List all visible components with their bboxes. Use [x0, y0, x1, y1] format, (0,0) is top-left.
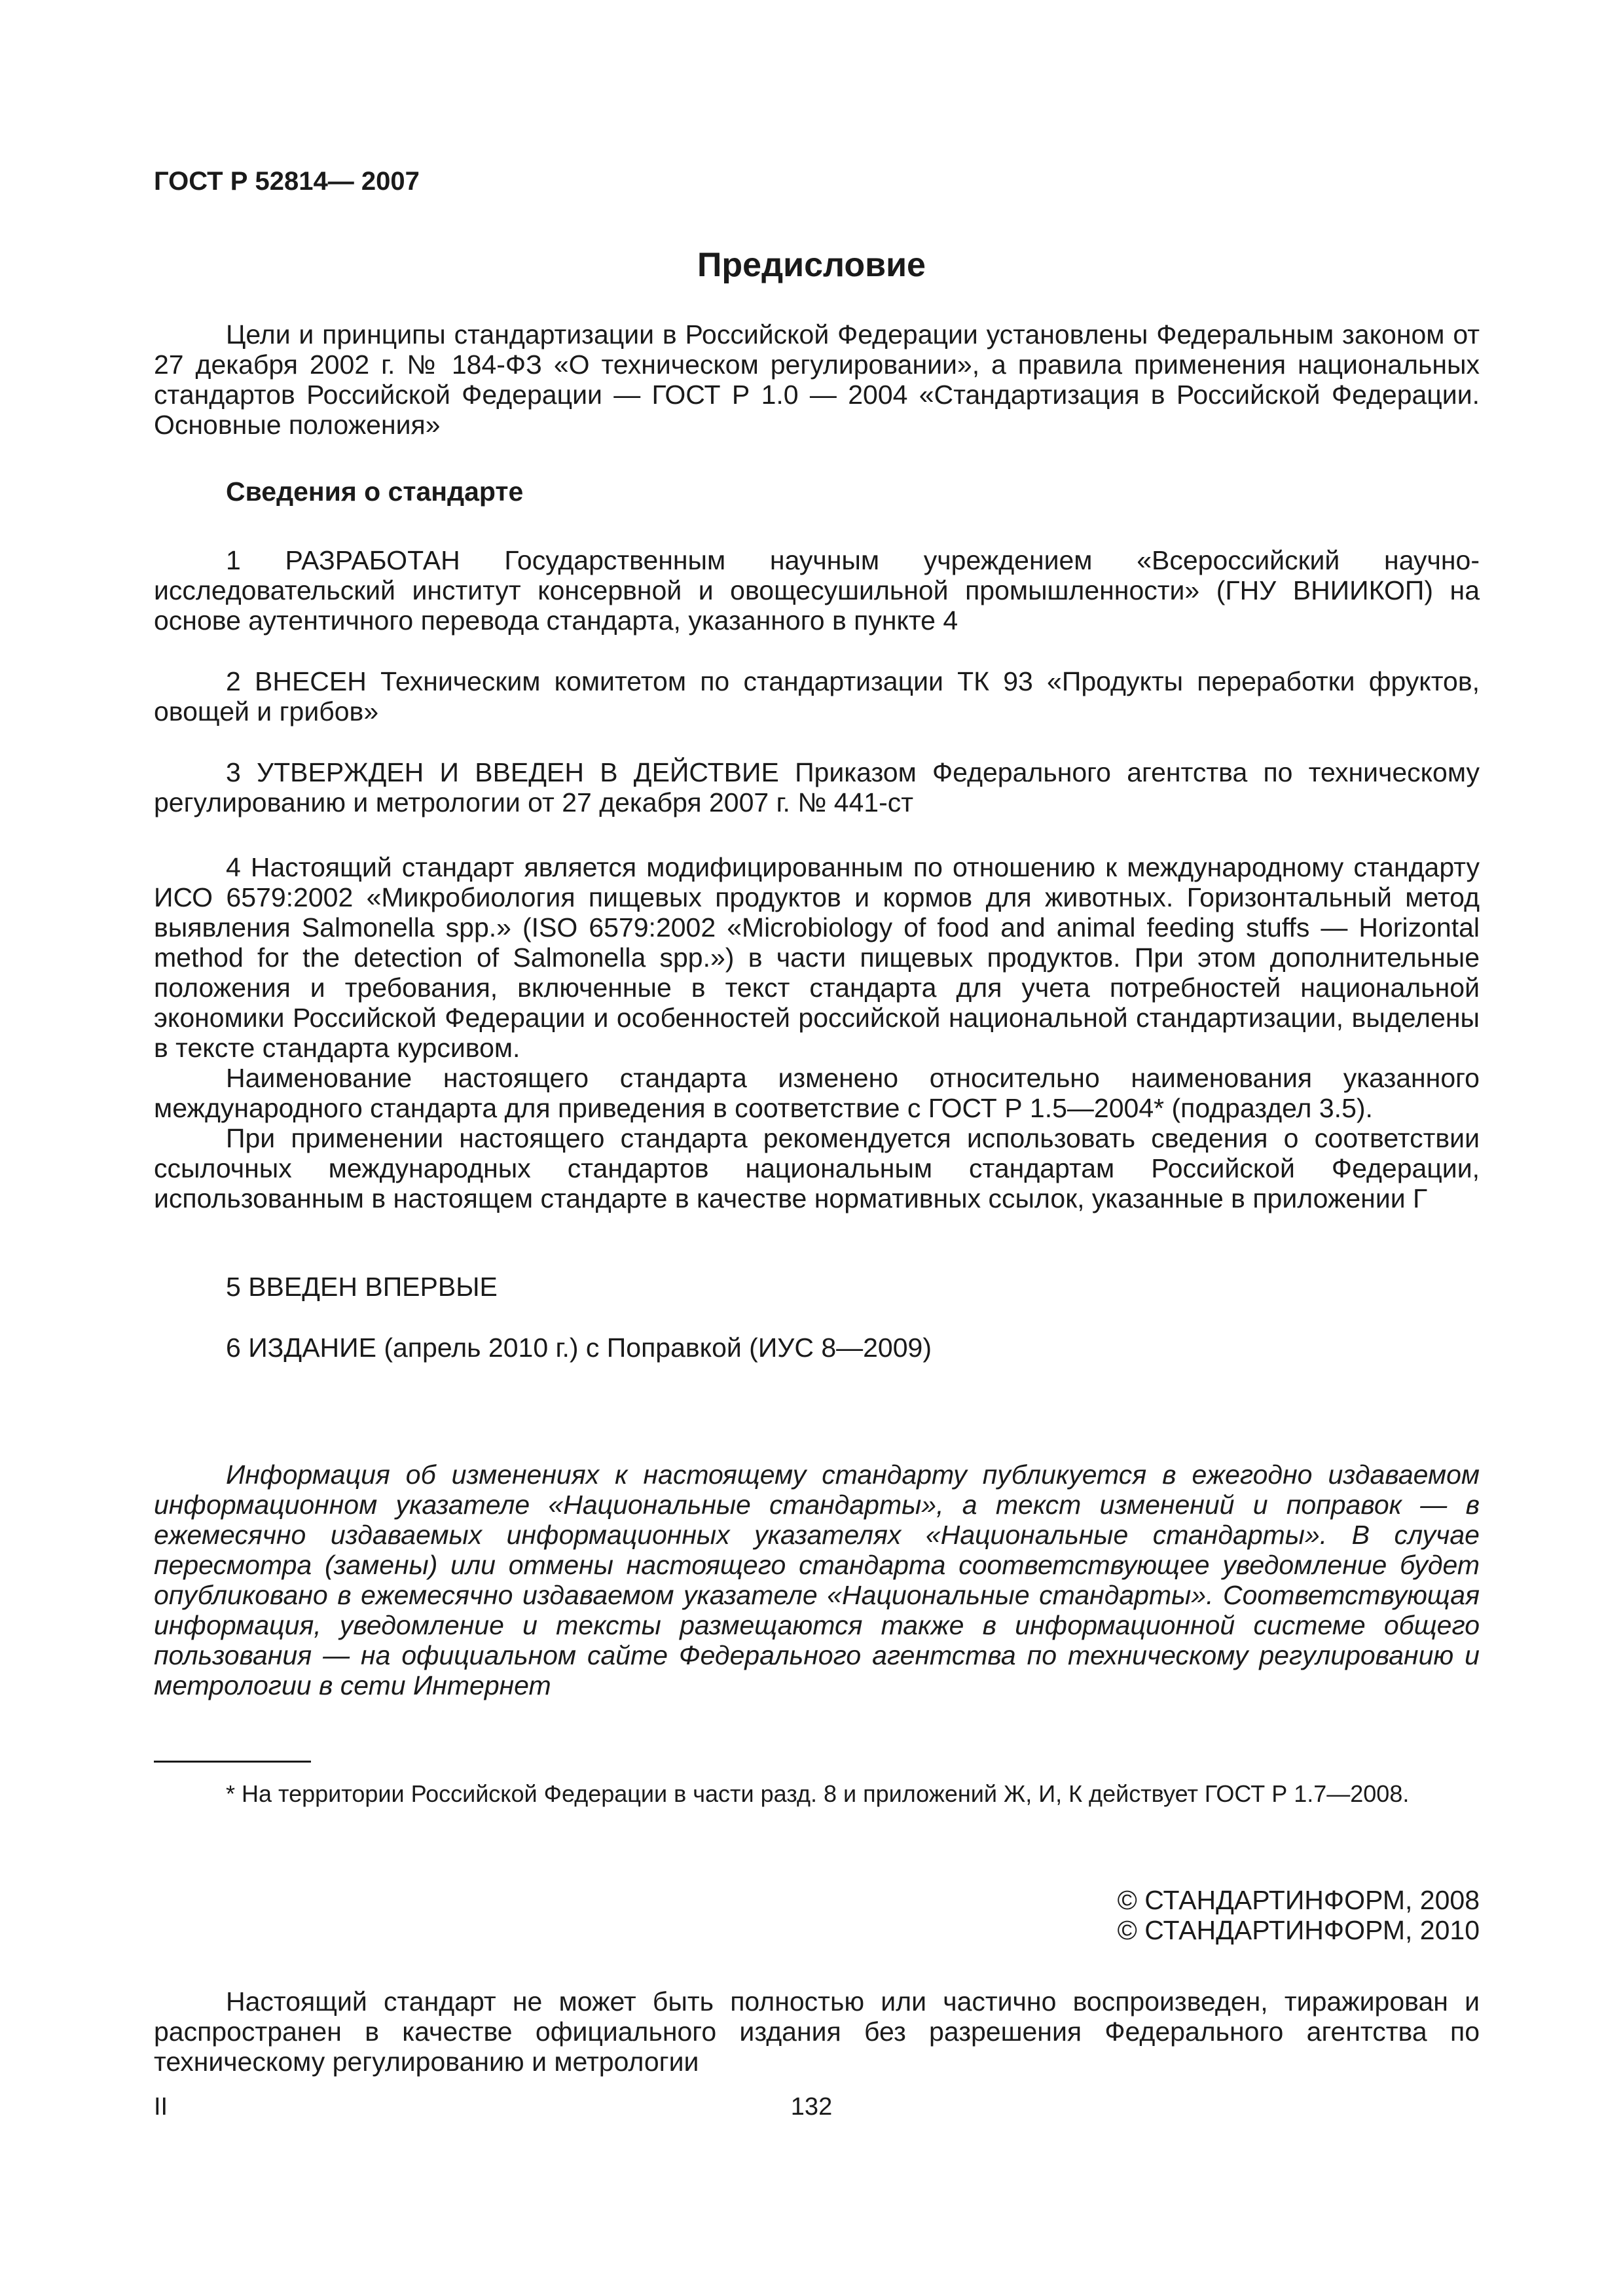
document-code: ГОСТ Р 52814— 2007 [154, 167, 420, 196]
item-5-block [154, 1272, 1480, 1302]
intro-paragraph: Цели и принципы стандартизации в Российской Федерации установлены Федеральным законом от 27 декабря 2002 г. № 184-ФЗ «О техническом регулировании», а правила применения национальных стандартов Российской Федерации — ГОСТ Р 1.0 — 2004 «Стандартизация в Российской Федерации. Основные положения» [154, 319, 1480, 440]
footnote: * На территории Российской Федерации в части разд. 8 и приложений Ж, И, К действует ГОСТ Р 1.7—2008. [226, 1780, 1410, 1807]
footnote-divider [154, 1761, 311, 1763]
reproduction-notice: Настоящий стандарт не может быть полностью или частично воспроизведен, тиражирован и распространен в качестве официального издания без разрешения Федерального агентства по техническому регулированию и метрологии [154, 1986, 1480, 2077]
item-4-name-paragraph: Наименование настоящего стандарта изменено относительно наименования указанного международного стандарта для приведения в соответствие с ГОСТ Р 1.5—2004* (подраздел 3.5). [154, 1063, 1480, 1123]
roman-page-number: II [154, 2093, 168, 2121]
section-title: Предисловие [697, 246, 926, 284]
item-1-block [154, 545, 1480, 636]
intro-block [154, 319, 1480, 440]
item-3-block [154, 757, 1480, 817]
item-1-paragraph: 1 РАЗРАБОТАН Государственным научным учреждением «Всероссийский научно-исследовательский институт консервной и овощесушильной промышленности» (ГНУ ВНИИКОП) на основе аутентичного перевода стандарта, указанного в пункте 4 [154, 545, 1480, 636]
item-4-block [154, 852, 1480, 1213]
reproduction-block [154, 1986, 1480, 2077]
item-6-block [154, 1333, 1480, 1363]
item-2-block [154, 666, 1480, 726]
item-4-paragraph: 4 Настоящий стандарт является модифицированным по отношению к международному стандарту ИСО 6579:2002 «Микробиология пищевых продуктов и кормов для животных. Горизонтальный метод выявления Salmonella spp.» (ISO 6579:2002 «Microbiology of food and animal feeding stuffs — Horizontal method for the detection of Salmonella spp.») в части пищевых продуктов. При этом дополнительные положения и требования, включенные в текст стандарта для учета потребностей национальной экономики Российской Федерации и особенностей российской национальной стандартизации, выделены в тексте стандарта курсивом. [154, 852, 1480, 1063]
page-number: 132 [790, 2093, 833, 2121]
info-heading: Сведения о стандарте [226, 476, 524, 507]
item-6-paragraph: 6 ИЗДАНИЕ (апрель 2010 г.) с Поправкой (ИУС 8—2009) [226, 1333, 932, 1363]
changes-notice: Информация об изменениях к настоящему стандарту публикуется в ежегодно издаваемом информационном указателе «Национальные стандарты», а текст изменений и поправок — в ежемесячно издаваемых информационных указателях «Национальные стандарты». В случае пересмотра (замены) или отмены настоящего стандарта соответствующее уведомление будет опубликовано в ежемесячно издаваемом указателе «Национальные стандарты». Соответствующая информация, уведомление и тексты размещаются также в информационной системе общего пользования — на официальном сайте Федерального агентства по техническому регулированию и метрологии в сети Интернет [154, 1460, 1480, 1700]
item-4-usage-paragraph: При применении настоящего стандарта рекомендуется использовать сведения о соответствии ссылочных международных стандартов национальным стандартам Российской Федерации, использованным в настоящем стандарте в качестве нормативных ссылок, указанные в приложении Г [154, 1123, 1480, 1213]
copyright-2008: © СТАНДАРТИНФОРМ, 2008 [1117, 1885, 1480, 1915]
item-3-paragraph: 3 УТВЕРЖДЕН И ВВЕДЕН В ДЕЙСТВИЕ Приказом Федерального агентства по техническому регулированию и метрологии от 27 декабря 2007 г. № 441-ст [154, 757, 1480, 817]
item-5-paragraph: 5 ВВЕДЕН ВПЕРВЫЕ [226, 1272, 498, 1302]
copyright-2010: © СТАНДАРТИНФОРМ, 2010 [1117, 1915, 1480, 1945]
item-2-paragraph: 2 ВНЕСЕН Техническим комитетом по стандартизации ТК 93 «Продукты переработки фруктов, овощей и грибов» [154, 666, 1480, 726]
